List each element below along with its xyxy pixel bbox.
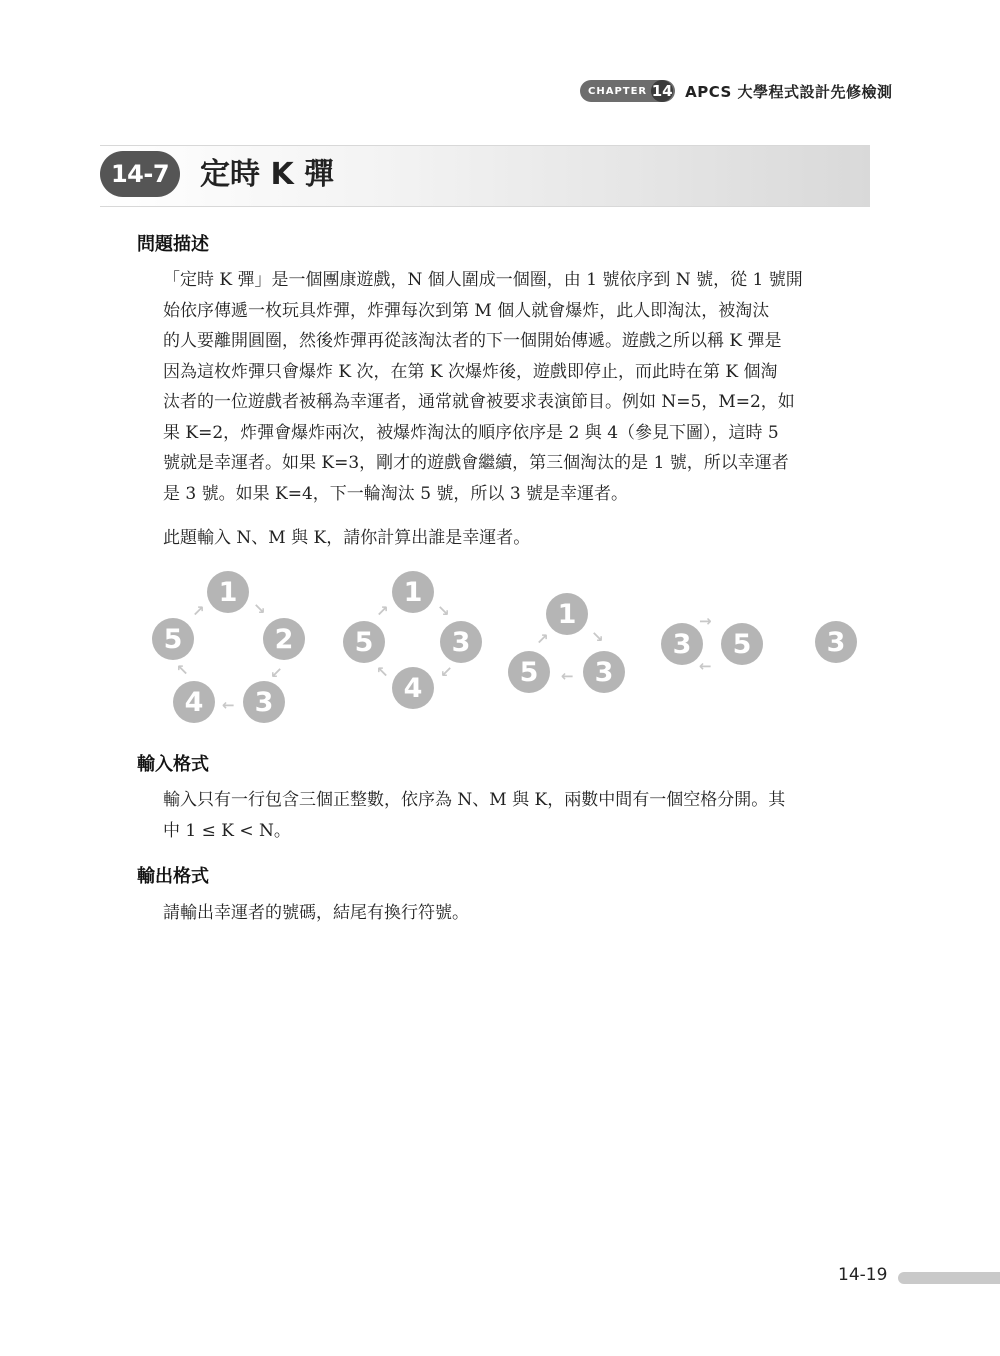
problem-paragraph — [163, 265, 873, 509]
arrow-icon: ↙ — [270, 664, 283, 682]
diagram-node: 4 — [173, 681, 215, 723]
input-format-paragraph — [163, 785, 873, 846]
problem-line: 的人要離開圓圈，然後炸彈再從該淘汰者的下一個開始傳遞。遊戲之所以稱 K 彈是 — [163, 331, 782, 351]
footer-bar — [898, 1272, 1000, 1284]
arrow-icon: → — [699, 612, 712, 630]
running-header — [580, 78, 910, 104]
section-number: 14-7 — [100, 151, 180, 197]
arrow-icon: ↖ — [376, 663, 389, 681]
output-format-line: 請輸出幸運者的號碼，結尾有換行符號。 — [163, 903, 469, 923]
input-format-line: 中 1 ≤ K < N。 — [163, 820, 291, 841]
output-format-paragraph — [163, 898, 873, 929]
diagram-node: 5 — [343, 621, 385, 663]
arrow-icon: ↗ — [192, 602, 205, 620]
arrow-icon: ↗ — [536, 630, 549, 648]
diagram-node: 1 — [546, 593, 588, 635]
problem-line: 汰者的一位遊戲者被稱為幸運者，通常就會被要求表演節目。例如 N=5，M=2，如 — [163, 392, 795, 412]
problem-line: 「定時 K 彈」是一個團康遊戲，N 個人圍成一個圈，由 1 號依序到 N 號，從 1 號開 — [163, 270, 803, 290]
problem-line: 始依序傳遞一枚玩具炸彈，炸彈每次到第 M 個人就會爆炸，此人即淘汰，被淘汰 — [163, 300, 770, 321]
chapter-number: 14 — [651, 82, 673, 100]
section-title: 定時 K 彈 — [200, 157, 335, 192]
diagram-node: 3 — [815, 621, 857, 663]
elimination-diagram — [140, 568, 880, 728]
arrow-icon: ↗ — [376, 602, 389, 620]
problem-prompt: 此題輸入 N、M 與 K，請你計算出誰是幸運者。 — [163, 528, 531, 548]
diagram-node: 5 — [508, 651, 550, 693]
chapter-badge — [580, 80, 675, 102]
diagram-node: 3 — [243, 681, 285, 723]
problem-line: 號就是幸運者。如果 K=3，剛才的遊戲會繼續，第三個淘汰的是 1 號，所以幸運者 — [163, 453, 789, 473]
problem-line: 是 3 號。如果 K=4，下一輪淘汰 5 號，所以 3 號是幸運者。 — [163, 483, 629, 504]
problem-line: 果 K=2，炸彈會爆炸兩次，被爆炸淘汰的順序依序是 2 與 4（參見下圖），這時 5 — [163, 422, 779, 443]
diagram-node: 1 — [392, 571, 434, 613]
problem-heading: 問題描述 — [137, 234, 209, 255]
input-format-line: 輸入只有一行包含三個正整數，依序為 N、M 與 K，兩數中間有一個空格分開。其 — [163, 790, 786, 810]
diagram-node: 3 — [440, 621, 482, 663]
diagram-node: 4 — [392, 667, 434, 709]
arrow-icon: ↘ — [437, 602, 450, 620]
arrow-icon: ← — [222, 696, 235, 714]
diagram-node: 3 — [583, 651, 625, 693]
diagram-node: 3 — [661, 623, 703, 665]
output-format-heading: 輸出格式 — [137, 866, 209, 887]
arrow-icon: ← — [699, 657, 712, 675]
diagram-node: 5 — [721, 623, 763, 665]
arrow-icon: ↖ — [176, 661, 189, 679]
arrow-icon: ↘ — [253, 600, 266, 618]
page-number: 14-19 — [838, 1265, 888, 1285]
problem-line: 因為這枚炸彈只會爆炸 K 次，在第 K 次爆炸後，遊戲即停止，而此時在第 K 個淘 — [163, 361, 778, 382]
arrow-icon: ← — [561, 667, 574, 685]
diagram-node: 5 — [152, 618, 194, 660]
input-format-heading: 輸入格式 — [137, 754, 209, 775]
diagram-node: 1 — [207, 571, 249, 613]
diagram-node: 2 — [263, 618, 305, 660]
chapter-word: CHAPTER — [588, 85, 648, 97]
arrow-icon: ↙ — [440, 663, 453, 681]
arrow-icon: ↘ — [591, 628, 604, 646]
book-title: APCS 大學程式設計先修檢測 — [685, 82, 893, 101]
